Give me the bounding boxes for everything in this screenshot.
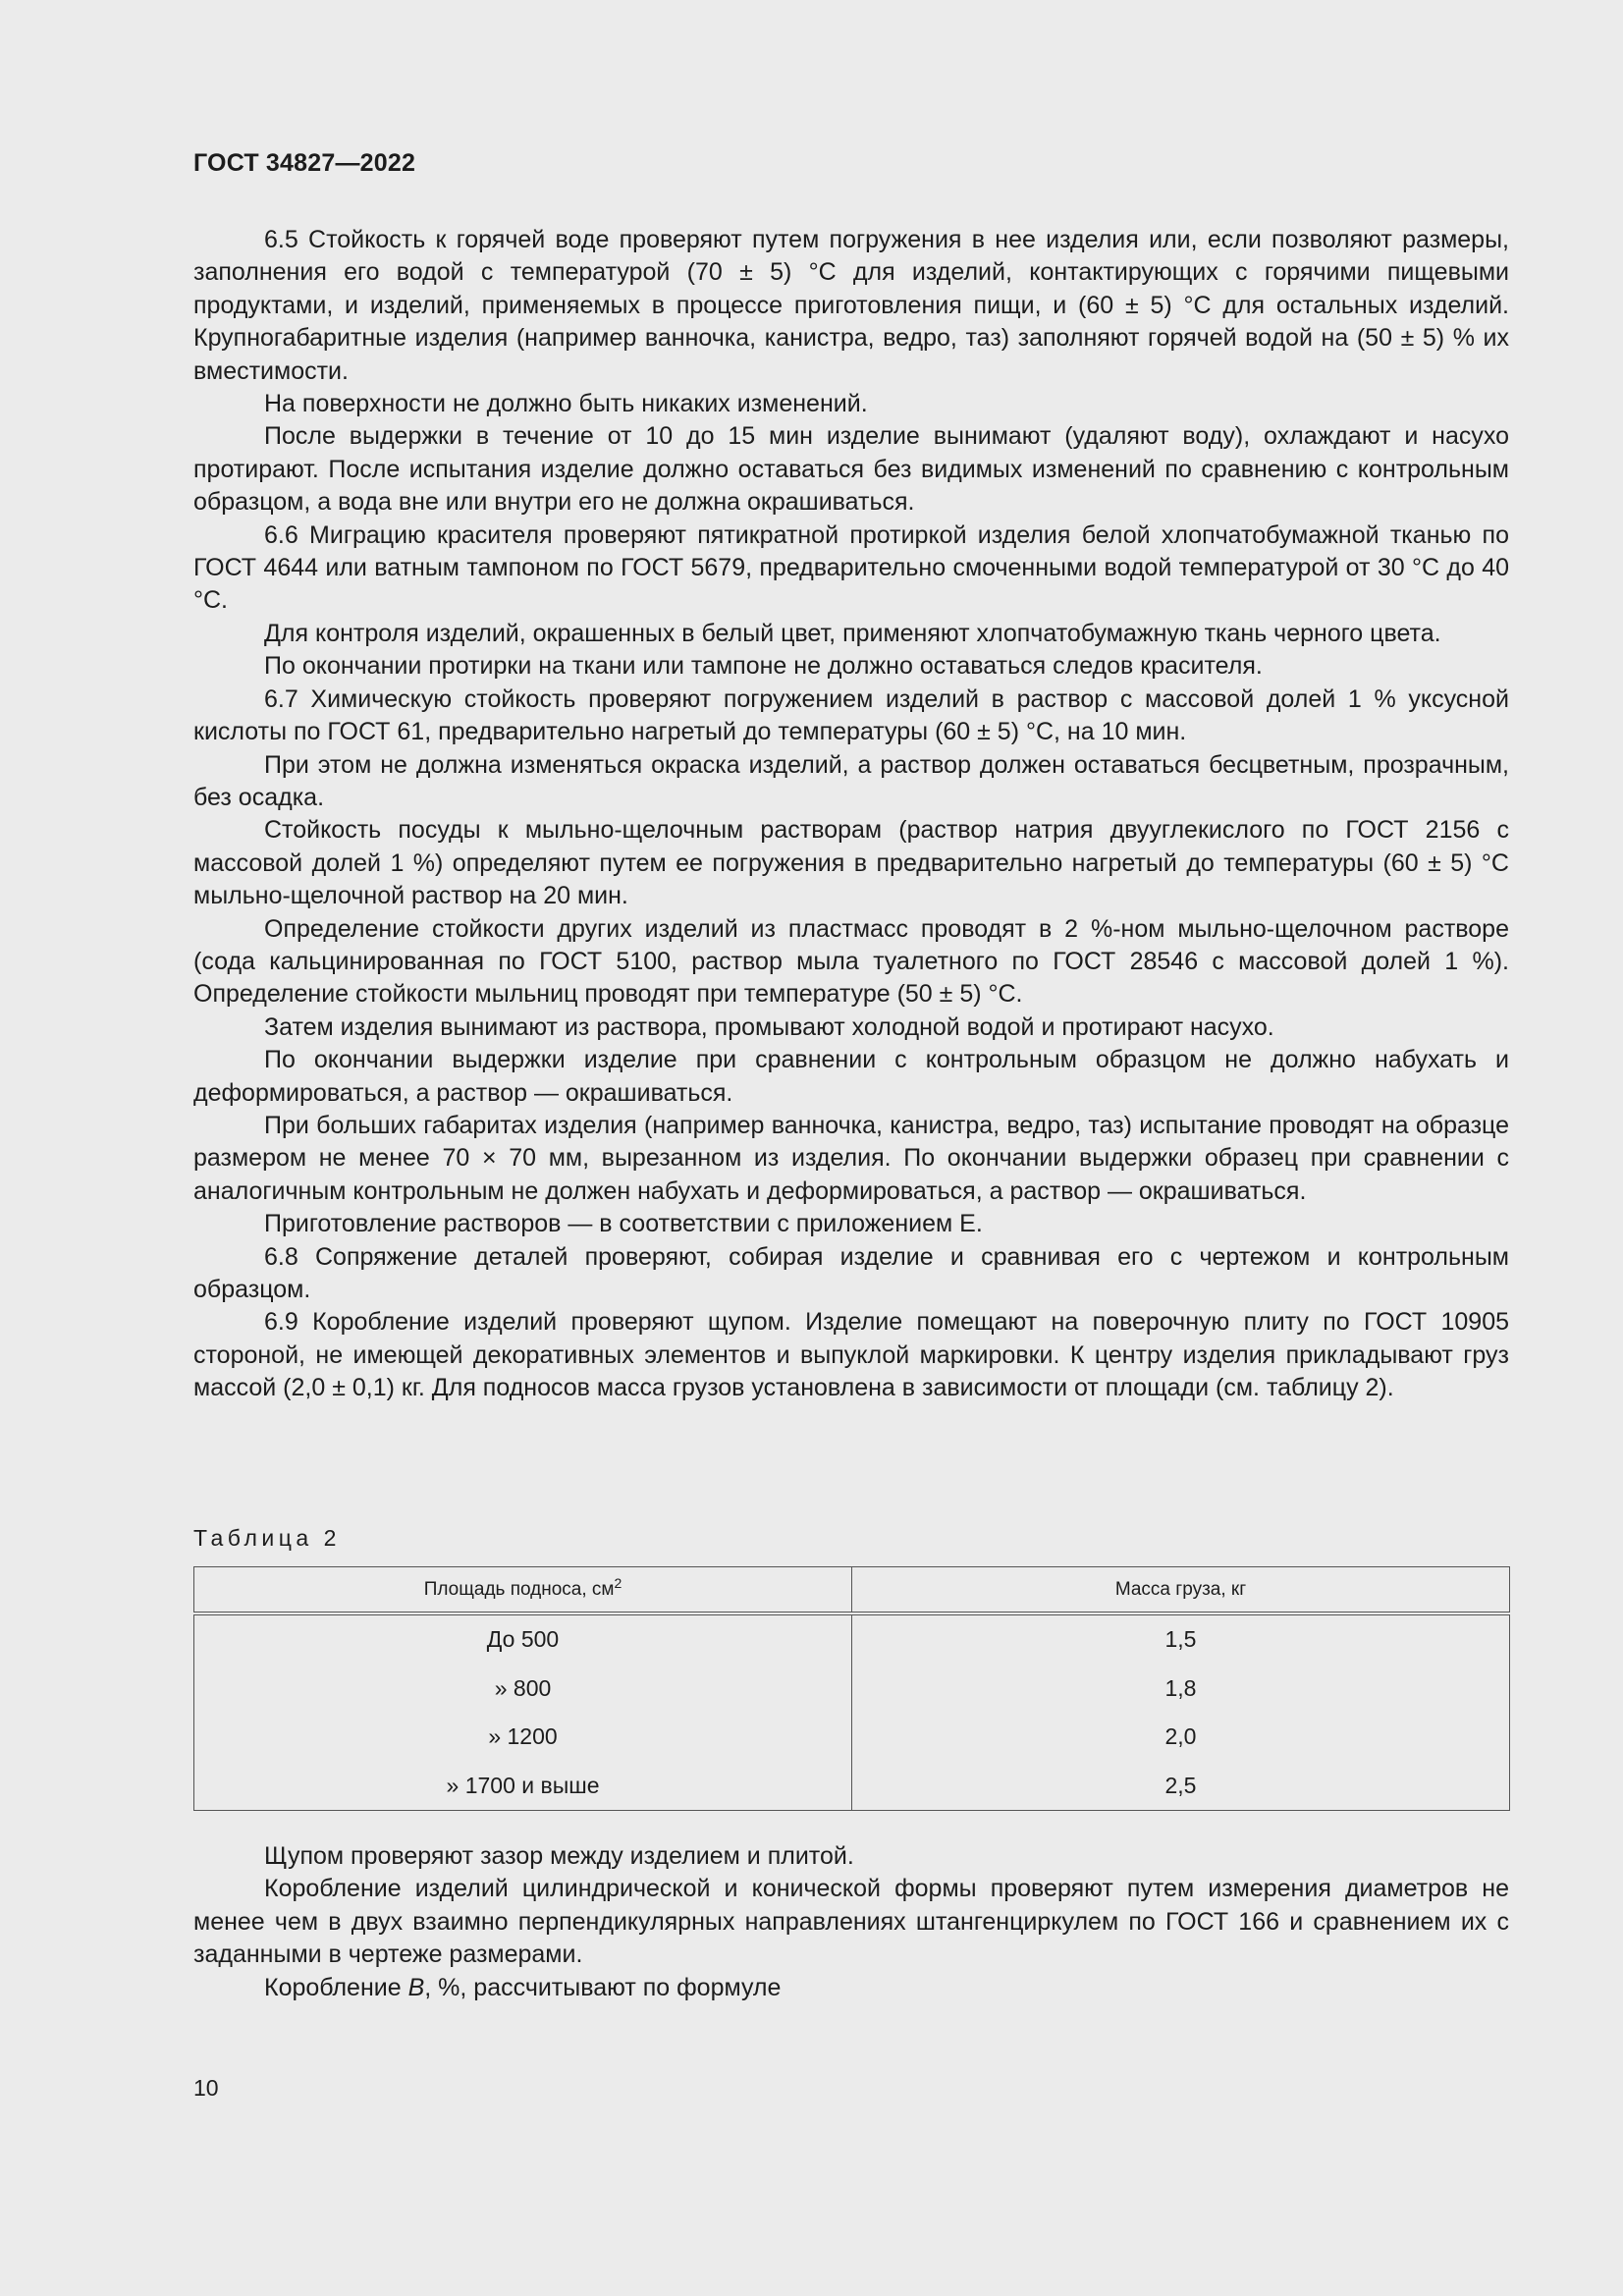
formula-variable: B: [407, 1973, 425, 2001]
paragraph: На поверхности не должно быть никаких изменений.: [264, 390, 868, 418]
paragraph: По окончании протирки на ткани или тампоне не должно оставаться следов красителя.: [264, 652, 1263, 681]
column-header-area: [194, 1567, 852, 1614]
table-cell: 2,0: [852, 1713, 1510, 1762]
table-caption: Таблица 2: [193, 1525, 341, 1551]
superscript: 2: [614, 1574, 622, 1591]
table-row: [194, 1713, 1510, 1762]
table-header-row: [194, 1567, 1510, 1614]
table-cell: 1,8: [852, 1665, 1510, 1714]
paragraph: 6.8 Сопряжение деталей проверяют, собирая изделие и сравнивая его с чертежом и контрольным образцом.: [193, 1242, 1509, 1303]
table-cell: » 1200: [194, 1713, 852, 1762]
column-header-mass: Масса груза, кг: [852, 1567, 1510, 1614]
table-cell: 1,5: [852, 1613, 1510, 1665]
paragraph: 6.6 Миграцию красителя проверяют пятикратной протиркой изделия белой хлопчатобумажной тканью по ГОСТ 4644 или ватным тампоном по ГОСТ 5679, предварительно смоченными водой температурой от 30 °С до 40 °С.: [193, 520, 1509, 615]
table-cell: До 500: [194, 1613, 852, 1665]
formula-intro: [193, 1972, 1509, 2004]
paragraph: Затем изделия вынимают из раствора, промывают холодной водой и протирают насухо.: [264, 1012, 1274, 1041]
paragraph: Определение стойкости других изделий из пластмасс проводят в 2 %-ном мыльно-щелочном растворе (сода кальцинированная по ГОСТ 5100, раствор мыла туалетного по ГОСТ 28546 с массовой долей 1 %). Определение стойкости мыльниц проводят при температуре (50 ± 5) °С.: [193, 914, 1509, 1009]
paragraph: 6.9 Коробление изделий проверяют щупом. Изделие помещают на поверочную плиту по ГОСТ 10905 стороной, не имеющей декоративных элементов и выпуклой маркировки. К центру изделия прикладывают груз массой (2,0 ± 0,1) кг. Для подносов масса грузов установлена в зависимости от площади (см. таблицу 2).: [193, 1308, 1509, 1402]
formula-intro-before: Коробление: [264, 1973, 408, 2001]
table-row: [194, 1665, 1510, 1714]
body-text: [193, 224, 1509, 1405]
data-table: [193, 1566, 1510, 1811]
table-row: [194, 1613, 1510, 1665]
table-cell: 2,5: [852, 1762, 1510, 1811]
table-cell: » 1700 и выше: [194, 1762, 852, 1811]
formula-intro-after: , %, рассчитывают по формуле: [424, 1973, 782, 2001]
paragraph: 6.7 Химическую стойкость проверяют погружением изделий в раствор с массовой долей 1 % уксусной кислоты по ГОСТ 61, предварительно нагретый до температуры (60 ± 5) °С, на 10 мин.: [193, 684, 1509, 746]
document-header: ГОСТ 34827—2022: [193, 149, 416, 177]
paragraph: При больших габаритах изделия (например ванночка, канистра, ведро, таз) испытание проводят на образце размером не менее 70 × 70 мм, вырезанном из изделия. По окончании выдержки образец при сравнении с аналогичным контрольным не должен набухать и деформироваться, а раствор — окрашиваться.: [193, 1111, 1509, 1205]
paragraph: По окончании выдержки изделие при сравнении с контрольным образцом не должно набухать и деформироваться, а раствор — окрашиваться.: [193, 1046, 1509, 1107]
page-number: 10: [193, 2075, 219, 2101]
column-header-area-label: Площадь подноса, см: [423, 1578, 615, 1600]
paragraph: 6.5 Стойкость к горячей воде проверяют путем погружения в нее изделия или, если позволяют размеры, заполнения его водой с температурой (70 ± 5) °С для изделий, контактирующих с горячими пищевыми продуктами, и изделий, применяемых в процессе приготовления пищи, и (60 ± 5) °С для остальных изделий. Крупногабаритные изделия (например ванночка, канистра, ведро, таз) заполняют горячей водой на (50 ± 5) % их вместимости.: [193, 226, 1509, 385]
paragraph: При этом не должна изменяться окраска изделий, а раствор должен оставаться бесцветным, прозрачным, без осадка.: [193, 750, 1509, 811]
table-container: [193, 1566, 1510, 1811]
paragraph: Щупом проверяют зазор между изделием и плитой.: [264, 1842, 854, 1870]
table-row: [194, 1762, 1510, 1811]
paragraph: Приготовление растворов — в соответствии с приложением Е.: [264, 1210, 983, 1238]
paragraph: Для контроля изделий, окрашенных в белый цвет, применяют хлопчатобумажную ткань черного цвета.: [264, 619, 1441, 647]
paragraph: Коробление изделий цилиндрической и конической формы проверяют путем измерения диаметров не менее чем в двух взаимно перпендикулярных направлениях штангенциркулем по ГОСТ 166 и сравнением их с заданными в чертеже размерами.: [193, 1875, 1509, 1969]
post-table-text: [193, 1840, 1509, 2004]
paragraph: После выдержки в течение от 10 до 15 мин изделие вынимают (удаляют воду), охлаждают и насухо протирают. После испытания изделие должно оставаться без видимых изменений по сравнению с контрольным образцом, а вода вне или внутри его не должна окрашиваться.: [193, 422, 1509, 517]
paragraph: Стойкость посуды к мыльно-щелочным растворам (раствор натрия двууглекислого по ГОСТ 2156 с массовой долей 1 %) определяют путем ее погружения в предварительно нагретый до температуры (60 ± 5) °С мыльно-щелочной раствор на 20 мин.: [193, 816, 1509, 910]
table-cell: » 800: [194, 1665, 852, 1714]
